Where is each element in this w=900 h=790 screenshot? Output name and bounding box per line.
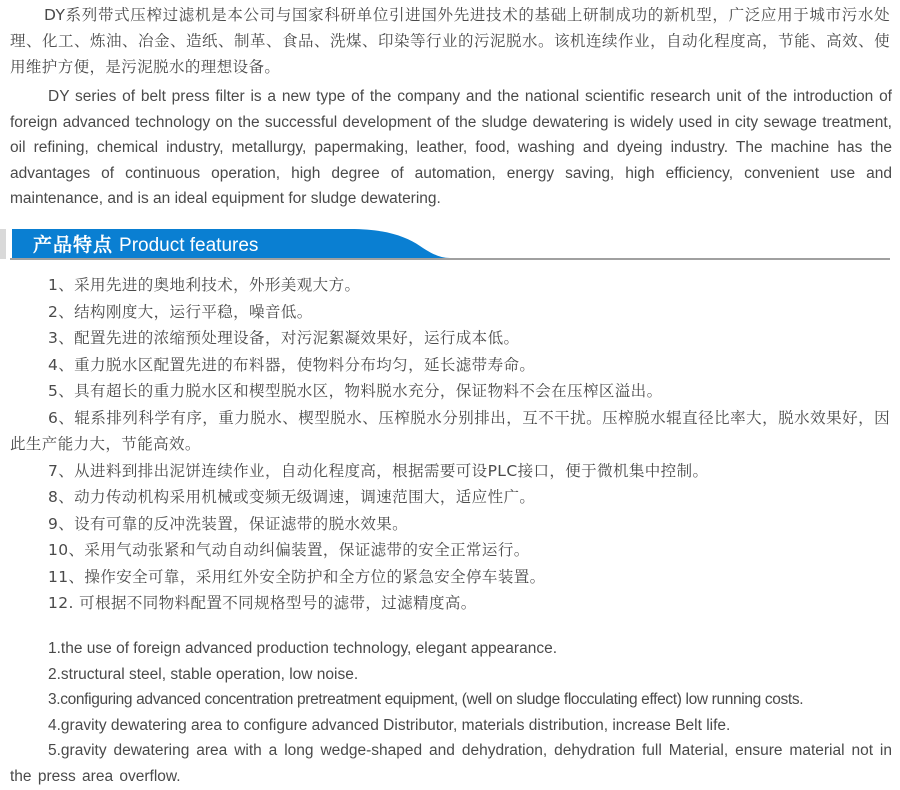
section-header-product-features bbox=[0, 226, 900, 260]
section-title-chinese: 产品特点 bbox=[33, 234, 114, 256]
feature-item: 11、操作安全可靠，采用红外安全防护和全方位的紧急安全停车装置。 bbox=[48, 567, 546, 586]
feature-item: 5、具有超长的重力脱水区和楔型脱水区，物料脱水充分，保证物料不会在压榨区溢出。 bbox=[48, 382, 663, 400]
feature-item: 5.gravity dewatering area with a long wedge-shaped and dehydration, dehydration full Material, ensure material not in the press area overflow. bbox=[10, 742, 892, 785]
features-list-chinese bbox=[10, 272, 890, 617]
feature-item: 2、结构刚度大，运行平稳，噪音低。 bbox=[48, 302, 313, 321]
feature-item: 12. 可根据不同物料配置不同规格型号的滤带，过滤精度高。 bbox=[48, 594, 477, 612]
features-list-english bbox=[10, 636, 892, 789]
feature-item: 4、重力脱水区配置先进的布料器，使物料分布均匀，延长滤带寿命。 bbox=[48, 355, 536, 374]
intro-english-text: DY series of belt press filter is a new type of the company and the national scientific research unit of the introduction of foreign advanced technology on the successful development of the sludge dewatering is widely used in city sewage treatment, oil refining, chemical industry, metallurgy, papermaking, leather, food, washing and dyeing industry. The machine has the advantages of continuous operation, high degree of automation, energy saving, high efficiency, convenient use and maintenance, and is an ideal equipment for sludge dewatering. bbox=[10, 88, 892, 207]
feature-item: 8、动力传动机构采用机械或变频无级调速，调速范围大，适应性广。 bbox=[48, 488, 536, 506]
feature-item: 10、采用气动张紧和气动自动纠偏装置，保证滤带的安全正常运行。 bbox=[48, 541, 530, 559]
feature-item: 1、采用先进的奥地利技术，外形美观大方。 bbox=[48, 276, 361, 294]
intro-chinese-text: DY系列带式压榨过滤机是本公司与国家科研单位引进国外先进技术的基础上研制成功的新机型，广泛应用于城市污水处理、化工、炼油、冶金、造纸、制革、食品、洗煤、印染等行业的污泥脱水。该机连续作业，自动化程度高，节能、高效、使用维护方便，是污泥脱水的理想设备。 bbox=[10, 6, 890, 76]
feature-item: 4.gravity dewatering area to configure advanced Distributor, materials distribution, increase Belt life. bbox=[48, 716, 731, 734]
section-title bbox=[33, 231, 258, 259]
feature-item: 7、从进料到排出泥饼连续作业，自动化程度高，根据需要可设PLC接口，便于微机集中控制。 bbox=[48, 461, 709, 480]
feature-item: 9、设有可靠的反冲洗装置，保证滤带的脱水效果。 bbox=[48, 514, 409, 533]
feature-item: 3、配置先进的浓缩预处理设备，对污泥絮凝效果好，运行成本低。 bbox=[48, 329, 520, 347]
feature-item: 2.structural steel, stable operation, low noise. bbox=[48, 665, 359, 683]
feature-item: 6、辊系排列科学有序，重力脱水、楔型脱水、压榨脱水分别排出，互不干扰。压榨脱水辊直径比率大，脱水效果好，因此生产能力大，节能高效。 bbox=[10, 408, 890, 453]
intro-paragraph-english bbox=[10, 84, 892, 212]
feature-item: 1.the use of foreign advanced production technology, elegant appearance. bbox=[48, 640, 558, 657]
intro-paragraph-chinese bbox=[10, 2, 890, 80]
section-title-english: Product features bbox=[119, 235, 259, 256]
feature-item: 3.configuring advanced concentration pretreatment equipment, (well on sludge flocculating effect) low running costs. bbox=[48, 691, 804, 708]
